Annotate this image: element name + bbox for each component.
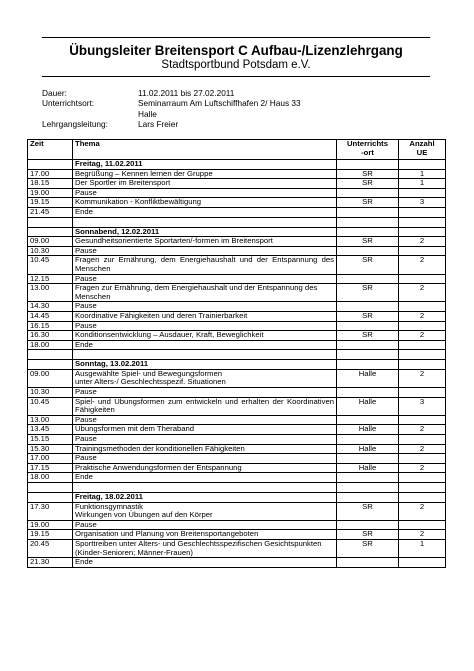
table-row: [28, 237, 446, 247]
time-cell: 15.15: [28, 435, 73, 445]
topic-cell: Kommunikation - Konfliktbewältigung: [73, 198, 337, 208]
document-title: Übungsleiter Breitensport C Aufbau-/Lizenzlehrgang: [69, 43, 403, 58]
time-cell: 21.45: [28, 207, 73, 217]
location-cell: SR: [337, 237, 399, 247]
topic-cell: Koordinative Fähigkeiten und deren Trainierbarkeit: [73, 311, 337, 321]
schedule-body: [28, 160, 446, 568]
day-time-cell: [28, 360, 73, 370]
table-row: [28, 369, 446, 387]
location-cell: [337, 435, 399, 445]
time-cell: 21.30: [28, 558, 73, 568]
location-cell: Halle: [337, 444, 399, 454]
location-cell: SR: [337, 331, 399, 341]
time-cell: 13.45: [28, 425, 73, 435]
info-value: [138, 88, 398, 98]
day-heading-row: [28, 493, 446, 503]
units-cell: 2: [399, 463, 446, 473]
info-label: Unterrichtsort:: [42, 98, 95, 109]
spacer-cell: [28, 483, 73, 493]
day-title: Freitag, 18.02.2011: [73, 493, 337, 503]
spacer-cell: [73, 483, 337, 493]
time-cell: 17.00: [28, 169, 73, 179]
units-cell: 3: [399, 198, 446, 208]
header-topic: Thema: [73, 140, 337, 160]
table-row: [28, 454, 446, 464]
day-heading-row: [28, 360, 446, 370]
units-cell: 2: [399, 237, 446, 247]
topic-cell: Übungsformen mit dem Theraband: [73, 425, 337, 435]
time-cell: 19.15: [28, 198, 73, 208]
location-cell: Halle: [337, 369, 399, 387]
schedule-table: [27, 139, 446, 568]
info-value-line: Halle: [138, 108, 157, 119]
units-cell: 1: [399, 539, 446, 557]
table-row: [28, 435, 446, 445]
day-heading-row: [28, 160, 446, 170]
spacer-cell: [399, 217, 446, 227]
location-cell: SR: [337, 502, 399, 520]
time-cell: 19.15: [28, 530, 73, 540]
location-cell: Halle: [337, 425, 399, 435]
location-cell: SR: [337, 311, 399, 321]
table-header-row: [28, 140, 446, 160]
header-location: Unterrichts -ort: [337, 140, 399, 160]
topic-cell: Ende: [73, 207, 337, 217]
time-cell: 13.00: [28, 284, 73, 302]
document-header: [42, 37, 430, 77]
location-cell: [337, 454, 399, 464]
topic-cell: Spiel- und Übungsformen zum entwickeln und erhalten der Koordinativen Fähigkeiten: [73, 397, 337, 415]
topic-cell: Sporttreiben unter Alters- und Geschlechtsspezifischen Gesichtspunkten (Kinder-Senioren; Männer-Frauen): [73, 539, 337, 557]
time-cell: 09.00: [28, 237, 73, 247]
day-title: Sonntag, 13.02.2011: [73, 360, 337, 370]
units-cell: [399, 388, 446, 398]
course-info: [42, 88, 398, 129]
spacer-cell: [73, 350, 337, 360]
topic-cell: Praktische Anwendungsformen der Entspannung: [73, 463, 337, 473]
time-cell: 16.15: [28, 321, 73, 331]
topic-cell: Pause: [73, 188, 337, 198]
location-cell: SR: [337, 179, 399, 189]
time-cell: 18.15: [28, 179, 73, 189]
topic-cell: Trainingsmethoden der konditionellen Fähigkeiten: [73, 444, 337, 454]
topic-cell: Konditionsentwicklung – Ausdauer, Kraft, Beweglichkeit: [73, 331, 337, 341]
time-cell: 16.30: [28, 331, 73, 341]
topic-cell: Pause: [73, 415, 337, 425]
location-cell: SR: [337, 284, 399, 302]
spacer-cell: [399, 483, 446, 493]
time-cell: 14.30: [28, 302, 73, 312]
units-cell: 2: [399, 425, 446, 435]
time-cell: 17.30: [28, 502, 73, 520]
info-value: [138, 98, 398, 119]
day-title: Sonnabend, 12.02.2011: [73, 227, 337, 237]
units-cell: [399, 302, 446, 312]
time-cell: 18.00: [28, 340, 73, 350]
units-cell: [399, 435, 446, 445]
spacer-cell: [28, 350, 73, 360]
location-cell: [337, 388, 399, 398]
spacer-cell: [28, 217, 73, 227]
units-cell: 2: [399, 311, 446, 321]
table-row: [28, 331, 446, 341]
table-row: [28, 558, 446, 568]
info-label: Lehrgangsleitung:: [42, 118, 108, 129]
topic-cell: Pause: [73, 321, 337, 331]
info-value-line: Lars Freier: [138, 118, 179, 129]
table-row: [28, 388, 446, 398]
time-cell: 19.00: [28, 520, 73, 530]
spacer-cell: [337, 483, 399, 493]
info-value: [138, 119, 398, 129]
units-cell: [399, 207, 446, 217]
time-cell: 14.45: [28, 311, 73, 321]
location-cell: [337, 207, 399, 217]
units-cell: 1: [399, 179, 446, 189]
topic-cell: Ende: [73, 473, 337, 483]
topic-cell: Pause: [73, 454, 337, 464]
location-cell: SR: [337, 539, 399, 557]
info-label: Dauer:: [42, 88, 67, 98]
spacer-cell: [337, 217, 399, 227]
header-units: Anzahl UE: [399, 140, 446, 160]
info-row: [42, 88, 398, 98]
time-cell: 10.30: [28, 388, 73, 398]
topic-cell: Pause: [73, 246, 337, 256]
topic-cell: Pause: [73, 274, 337, 284]
topic-cell: Der Sportler im Breitensport: [73, 179, 337, 189]
table-row: [28, 207, 446, 217]
table-row: [28, 397, 446, 415]
day-time-cell: [28, 160, 73, 170]
location-cell: Halle: [337, 463, 399, 473]
time-cell: 20.45: [28, 539, 73, 557]
day-time-cell: [28, 493, 73, 503]
day-title: Freitag, 11.02.2011: [73, 160, 337, 170]
location-cell: Halle: [337, 397, 399, 415]
table-row: [28, 502, 446, 520]
spacer-row: [28, 350, 446, 360]
table-row: [28, 539, 446, 557]
header-time: Zeit: [28, 140, 73, 160]
spacer-cell: [73, 217, 337, 227]
document-subtitle: Stadtsportbund Potsdam e.V.: [161, 59, 311, 71]
info-row: [42, 119, 398, 129]
topic-cell: Fragen zur Ernährung, dem Energiehaushalt und der Entspannung des Menschen: [73, 284, 337, 302]
topic-cell: Organisation und Planung von Breitensportangeboten: [73, 530, 337, 540]
table-row: [28, 179, 446, 189]
time-cell: 10.30: [28, 246, 73, 256]
units-cell: [399, 340, 446, 350]
time-cell: 19.00: [28, 188, 73, 198]
units-cell: [399, 558, 446, 568]
day-location-cell: [337, 160, 399, 170]
table-row: [28, 256, 446, 274]
location-cell: [337, 302, 399, 312]
units-cell: 2: [399, 502, 446, 520]
time-cell: 13.00: [28, 415, 73, 425]
units-cell: 2: [399, 444, 446, 454]
day-location-cell: [337, 493, 399, 503]
time-cell: 17.00: [28, 454, 73, 464]
units-cell: 2: [399, 369, 446, 387]
topic-cell: Gesundheitsorientierte Sportarten/-formen im Breitensport: [73, 237, 337, 247]
info-value-line: 11.02.2011 bis 27.02.2011: [138, 88, 235, 98]
topic-cell: Pause: [73, 302, 337, 312]
topic-cell: Ausgewählte Spiel- und Bewegungsformen unter Alters-/ Geschlechtsspezif. Situationen: [73, 369, 337, 387]
units-cell: 2: [399, 284, 446, 302]
units-cell: 3: [399, 397, 446, 415]
location-cell: [337, 558, 399, 568]
spacer-cell: [399, 350, 446, 360]
location-cell: [337, 340, 399, 350]
spacer-cell: [337, 350, 399, 360]
location-cell: SR: [337, 169, 399, 179]
location-cell: SR: [337, 198, 399, 208]
table-row: [28, 302, 446, 312]
topic-cell: Ende: [73, 340, 337, 350]
day-units-cell: [399, 160, 446, 170]
topic-cell: Funktionsgymnastik Wirkungen von Übungen auf den Körper: [73, 502, 337, 520]
info-value-line: Seminarraum Am Luftschiffhafen 2/ Haus 33: [138, 98, 301, 109]
table-row: [28, 284, 446, 302]
units-cell: 2: [399, 331, 446, 341]
table-row: [28, 340, 446, 350]
units-cell: 2: [399, 256, 446, 274]
location-cell: SR: [337, 256, 399, 274]
topic-cell: Pause: [73, 520, 337, 530]
info-row: [42, 98, 398, 119]
time-cell: 10.45: [28, 256, 73, 274]
spacer-row: [28, 483, 446, 493]
spacer-row: [28, 217, 446, 227]
units-cell: [399, 454, 446, 464]
table-row: [28, 473, 446, 483]
location-cell: SR: [337, 530, 399, 540]
time-cell: 12.15: [28, 274, 73, 284]
day-units-cell: [399, 360, 446, 370]
topic-cell: Pause: [73, 435, 337, 445]
topic-cell: Ende: [73, 558, 337, 568]
units-cell: [399, 473, 446, 483]
location-cell: [337, 473, 399, 483]
time-cell: 09.00: [28, 369, 73, 387]
day-location-cell: [337, 360, 399, 370]
units-cell: 2: [399, 530, 446, 540]
time-cell: 18.00: [28, 473, 73, 483]
units-cell: 1: [399, 169, 446, 179]
time-cell: 17.15: [28, 463, 73, 473]
time-cell: 15.30: [28, 444, 73, 454]
topic-cell: Pause: [73, 388, 337, 398]
day-units-cell: [399, 493, 446, 503]
topic-cell: Begrüßung – Kennen lernen der Gruppe: [73, 169, 337, 179]
time-cell: 10.45: [28, 397, 73, 415]
topic-cell: Fragen zur Ernährung, dem Energiehaushalt und der Entspannung des Menschen: [73, 256, 337, 274]
table-row: [28, 311, 446, 321]
